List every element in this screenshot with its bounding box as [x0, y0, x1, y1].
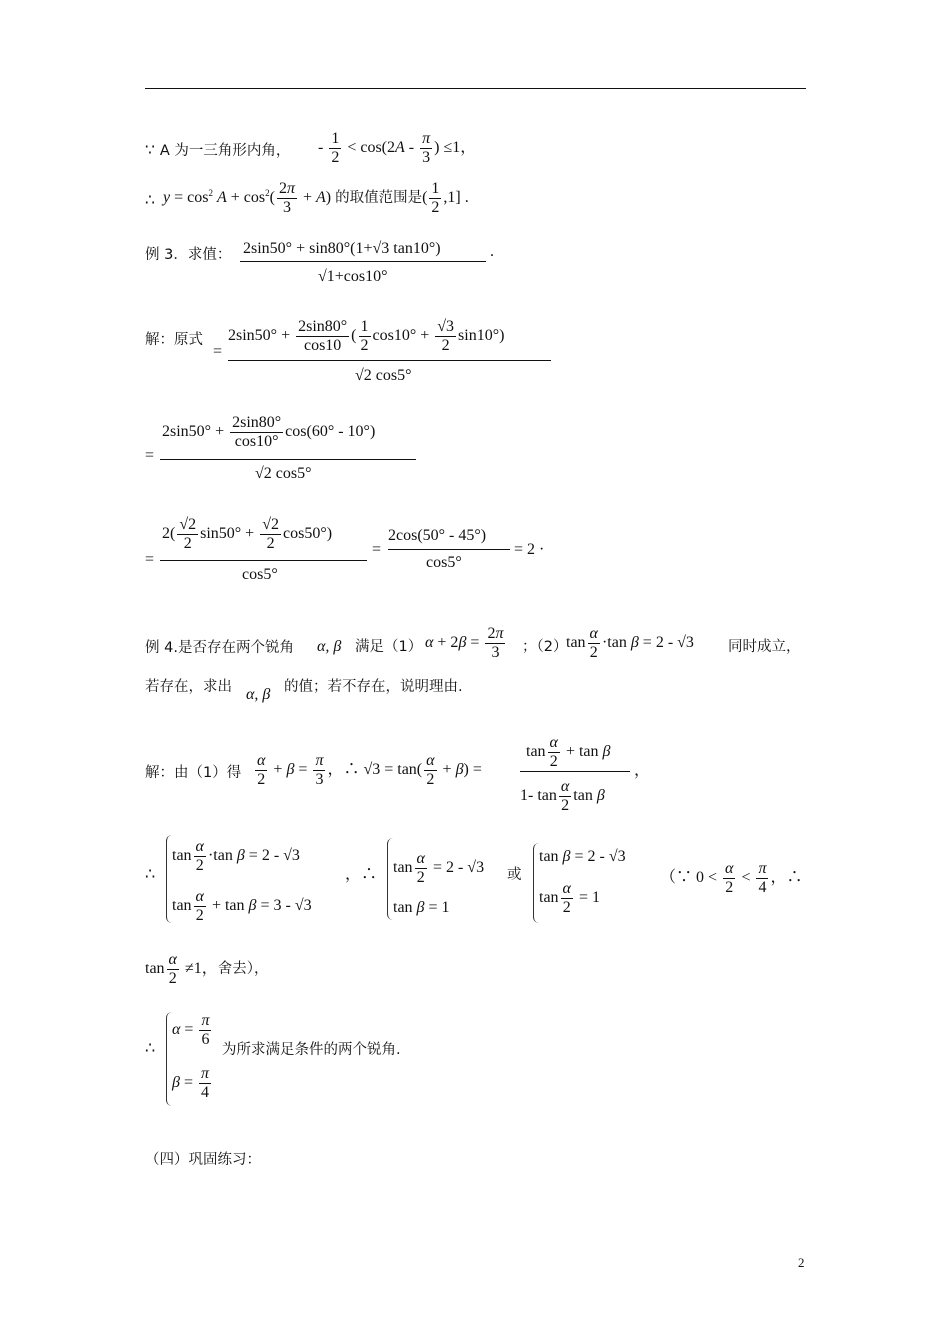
or-word: 或 [507, 867, 522, 883]
example4-question-a: 是否存在两个锐角 [177, 640, 294, 656]
example4-solution-label: 解：由（1）得 [145, 765, 242, 781]
equals-3: = [145, 551, 155, 568]
header-rule [145, 88, 806, 89]
system2-row-b: tan β = 1 [393, 899, 450, 916]
step3-numerator: 2( $\frac{√2}{2}$ sin50° + $\frac{√2}{2}$ cos50°) [162, 516, 333, 552]
section4-title: （四）巩固练习： [145, 1152, 261, 1168]
intro-line-2 [145, 190, 155, 210]
system1-row-a: tan $\frac{\alpha}{2}$ ·tan β = 2 - √3 [172, 838, 300, 874]
intro-line-1 [145, 140, 290, 161]
intro-line1-math: - $\frac{1}{2}$ < cos(2A - $\frac{\pi}{3}$ ) ≤1， [318, 130, 477, 166]
example4-cond1: α + 2β = $\frac{2\pi}{3}$ [425, 625, 504, 661]
reason-math: （∵ 0 < $\frac{\alpha}{2}$ < $\frac{\pi}{4}$ ，∴ [660, 860, 803, 896]
example4-vars: α, β [317, 638, 342, 655]
therefore-1: ∴ [145, 866, 156, 883]
system1-row-b: tan $\frac{\alpha}{2}$ + tan β = 3 - √3 [172, 888, 312, 924]
therefore-2: ∴ [145, 1040, 156, 1057]
example3-fraction-bar [240, 261, 486, 262]
step2-fraction-bar [160, 459, 416, 460]
step2-numerator: 2sin50° + $\frac{2\sin 80^\circ}{\cos 10^\circ}$ cos(60° - 10°) [162, 414, 376, 450]
intro-line1-text: A 为一三角形内角， [159, 143, 291, 159]
page-number: 2 [798, 1255, 805, 1270]
answer-beta: β = $\frac{\pi}{4}$ [172, 1065, 210, 1101]
example4-question-line2a: 若存在，求出 [145, 679, 232, 695]
example3-denominator: √1+cos10° [318, 268, 388, 285]
answer-alpha: α = $\frac{\pi}{6}$ [172, 1012, 210, 1048]
step3b-denominator: cos5° [426, 554, 462, 571]
equals-4: = [372, 541, 382, 558]
step3-denominator: cos5° [242, 566, 278, 583]
step1-numerator: 2sin50° + $\frac{2\sin 80^\circ}{\cos 10}$ ( $\frac{1}{2}$ cos10° + $\frac{√3}{2}$ sin10°) [228, 318, 505, 354]
solution-line1-math-a: $\frac{\alpha}{2}$ + β = $\frac{\pi}{3}$ ，∴ √3 = tan( $\frac{\alpha}{2}$ + β) = [257, 752, 482, 788]
system3-row-a: tan β = 2 - √3 [539, 848, 626, 865]
example3-period: . [490, 243, 494, 260]
system2-row-a: tan $\frac{\alpha}{2}$ = 2 - √3 [393, 850, 485, 886]
step3b-fraction-bar [388, 549, 510, 550]
equals-2: = [145, 447, 155, 464]
reason-line2: tan $\frac{\alpha}{2}$ ≠1，舍去）， [145, 951, 269, 987]
example4-question-c: ；（2） [522, 639, 568, 655]
step3b-numerator: 2cos(50° - 45°) [388, 527, 487, 544]
solution-line1-denominator: 1- tan $\frac{\alpha}{2}$ tan β [520, 778, 605, 814]
example4-label: 例 4. [145, 640, 178, 656]
step1-fraction-bar [228, 360, 551, 361]
step3-result: = 2 · [514, 541, 545, 558]
solution-line1-numerator: tan $\frac{\alpha}{2}$ + tan β [526, 734, 611, 770]
example4-cond2: tan $\frac{\alpha}{2}$ ·tan β = 2 - √3 [566, 625, 694, 661]
step2-denominator: √2 cos5° [255, 465, 312, 482]
system3-row-b: tan $\frac{\alpha}{2}$ = 1 [539, 880, 600, 916]
example4-question-d: 同时成立， [728, 639, 801, 655]
example3-solution-label: 解：原式 [145, 332, 203, 348]
example4-vars-2: α, β [246, 686, 271, 703]
comma-therefore: ，∴ [345, 866, 378, 883]
because-symbol: ∵ [145, 141, 155, 159]
example3-label: 例 3．求值： [145, 247, 232, 263]
example3-expression: 2sin50° + sin80°(1+√3 tan10°) [243, 240, 441, 257]
step1-denominator: √2 cos5° [355, 367, 412, 384]
range-text: 的取值范围是 [335, 190, 423, 207]
answer-text: 为所求满足条件的两个锐角. [222, 1042, 401, 1058]
solution-line1-bar [520, 771, 630, 772]
therefore-symbol: ∴ [145, 191, 155, 209]
intro-line2-math: $y = \cos^2 A + \cos^2$( $\frac{2\pi}{3}$ + A) 的取值范围是( $\frac{1}{2}$ ,1] . [163, 180, 469, 216]
example4-question-line2b: 的值；若不存在，说明理由. [284, 679, 463, 695]
example4-question-b: 满足（1） [355, 639, 423, 655]
solution-line1-comma: ， [634, 762, 651, 779]
step3-fraction-bar [160, 560, 367, 561]
equals-1: = [213, 343, 223, 360]
